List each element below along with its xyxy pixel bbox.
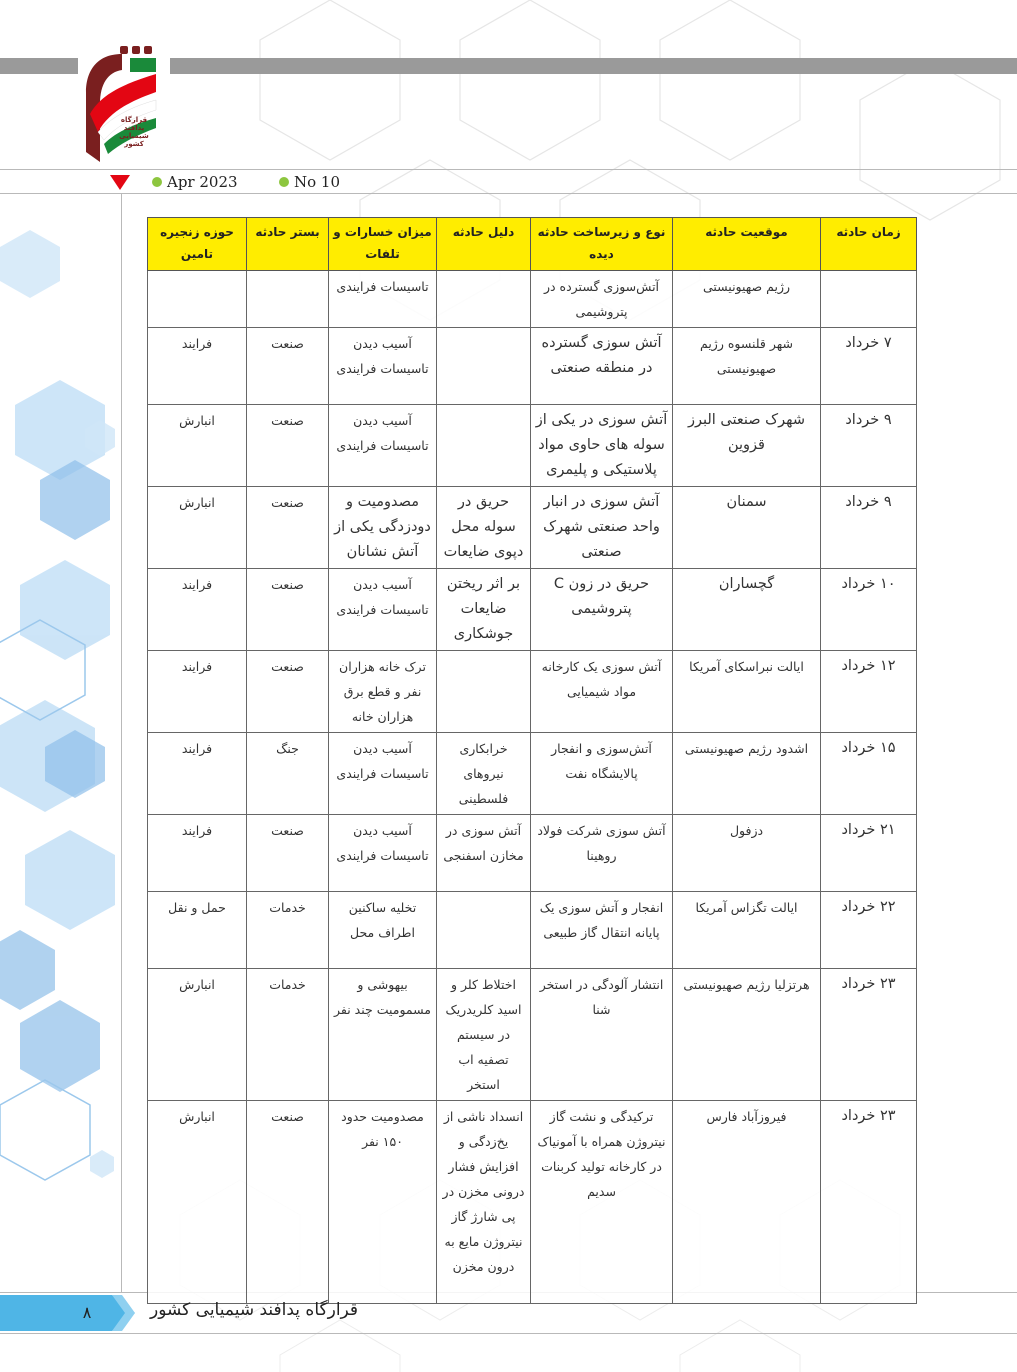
table-cell: انبارش xyxy=(148,1101,247,1304)
logo-text-line: شیمیایی xyxy=(119,132,149,140)
table-cell: شهر قلنسوه رژیم صهیونیستی xyxy=(673,328,821,405)
green-dot-icon xyxy=(152,177,162,187)
table-cell: سمنان xyxy=(673,487,821,569)
table-cell xyxy=(148,271,247,328)
table-cell: آتش سوزی یک کارخانه مواد شیمیایی xyxy=(531,651,673,733)
table-cell: حریق در زون C پتروشیمی xyxy=(531,569,673,651)
logo-emblem-icon xyxy=(82,44,164,168)
table-cell: ۹ خرداد xyxy=(821,487,917,569)
table-row xyxy=(148,892,917,969)
table-cell: ایالت نبراسکای آمریکا xyxy=(673,651,821,733)
page-number-tab-icon xyxy=(0,1295,135,1331)
table-cell: بر اثر ریختن ضایعات جوشکاری xyxy=(437,569,531,651)
table-cell: انسداد ناشی از یخ‌زدگی و افزایش فشار درونی مخزن در پی شارژ گاز نیتروژن مایع به درون مخزن xyxy=(437,1101,531,1304)
table-cell: آتش سوزی گسترده در منطقه صنعتی xyxy=(531,328,673,405)
table-cell: فرایند xyxy=(148,815,247,892)
table-cell: ۱۵ خرداد xyxy=(821,733,917,815)
table-cell: ۲۱ خرداد xyxy=(821,815,917,892)
table-cell xyxy=(437,328,531,405)
table-row xyxy=(148,487,917,569)
table-cell: صنعت xyxy=(247,405,329,487)
table-cell: ۹ خرداد xyxy=(821,405,917,487)
table-cell: ایالت تگزاس آمریکا xyxy=(673,892,821,969)
issue-label xyxy=(279,173,340,191)
table-cell: آسیب دیدن تاسیسات فرایندی xyxy=(329,733,437,815)
table-cell: جنگ xyxy=(247,733,329,815)
green-dot-icon xyxy=(279,177,289,187)
column-header: حوزه زنجیره تامین xyxy=(148,218,247,271)
table-cell: مصدومیت و دودزدگی یکی از آتش نشانان xyxy=(329,487,437,569)
page-number: ۸ xyxy=(82,1303,92,1322)
table-cell: تخلیه ساکنین اطراف محل xyxy=(329,892,437,969)
table-cell: فیروزآباد فارس xyxy=(673,1101,821,1304)
table-cell: آسیب دیدن تاسیسات فرایندی xyxy=(329,569,437,651)
logo-text-line: پدافند xyxy=(123,124,145,132)
red-triangle-icon xyxy=(110,175,130,190)
header-divider xyxy=(0,169,1017,170)
table-cell: آتش‌سوزی و انفجار پالایشگاه نفت xyxy=(531,733,673,815)
table-cell: آسیب دیدن تاسیسات فرایندی xyxy=(329,328,437,405)
footer-divider-bottom xyxy=(0,1333,1017,1334)
table-cell: حمل و نقل xyxy=(148,892,247,969)
table-cell: آسیب دیدن تاسیسات فرایندی xyxy=(329,815,437,892)
column-header: موقعیت حادثه xyxy=(673,218,821,271)
table-cell: ترک خانه هزاران نفر و قطع برق هزاران خانه xyxy=(329,651,437,733)
column-header: میزان خسارات و تلفات xyxy=(329,218,437,271)
table-cell: ۲۲ خرداد xyxy=(821,892,917,969)
logo-text xyxy=(114,116,154,148)
table-cell: انفجار و آتش سوزی یک پایانه انتقال گاز طبیعی xyxy=(531,892,673,969)
table-cell: فرایند xyxy=(148,328,247,405)
table-cell xyxy=(437,271,531,328)
table-header-row xyxy=(148,218,917,271)
logo-text-line: قرارگاه xyxy=(120,116,148,124)
table-cell: خرابکاری نیروهای فلسطینی xyxy=(437,733,531,815)
table-cell: خدمات xyxy=(247,969,329,1101)
table-cell xyxy=(821,271,917,328)
incident-table-wrapper xyxy=(147,217,916,1304)
table-cell: دزفول xyxy=(673,815,821,892)
table-cell: انتشار آلودگی در استخر شنا xyxy=(531,969,673,1101)
table-row xyxy=(148,651,917,733)
table-cell xyxy=(437,405,531,487)
header-divider-bottom xyxy=(0,193,1017,194)
table-cell: آسیب دیدن تاسیسات فرایندی xyxy=(329,405,437,487)
table-cell: ۱۰ خرداد xyxy=(821,569,917,651)
table-cell: صنعت xyxy=(247,328,329,405)
table-cell: صنعت xyxy=(247,815,329,892)
table-cell: اشدود رژیم صهیونیستی xyxy=(673,733,821,815)
table-cell: خدمات xyxy=(247,892,329,969)
table-cell: حریق در سوله محل دپوی ضایعات xyxy=(437,487,531,569)
table-cell: رژیم صهیونیستی xyxy=(673,271,821,328)
column-header: بستر حادثه xyxy=(247,218,329,271)
date-label xyxy=(152,173,238,191)
table-cell: صنعت xyxy=(247,569,329,651)
table-cell: مصدومیت حدود ۱۵۰ نفر xyxy=(329,1101,437,1304)
table-cell: فرایند xyxy=(148,569,247,651)
column-header: نوع و زیرساخت حادثه دیده xyxy=(531,218,673,271)
table-cell: فرایند xyxy=(148,651,247,733)
table-cell: اختلاط کلر و اسید کلریدریک در سیستم تصفیه اب استخر xyxy=(437,969,531,1101)
table-cell: بیهوشی و مسمومیت چند نفر xyxy=(329,969,437,1101)
column-header: زمان حادثه xyxy=(821,218,917,271)
top-bar-right xyxy=(170,58,1017,74)
footer-title: قرارگاه پدافند شیمیایی کشور xyxy=(150,1300,359,1320)
table-cell xyxy=(437,892,531,969)
table-row xyxy=(148,733,917,815)
column-header: دلیل حادثه xyxy=(437,218,531,271)
table-cell: انبارش xyxy=(148,405,247,487)
table-cell: ۷ خرداد xyxy=(821,328,917,405)
incident-table xyxy=(147,217,917,1304)
table-row xyxy=(148,969,917,1101)
table-row xyxy=(148,1101,917,1304)
margin-rule xyxy=(121,194,122,1292)
table-cell: انبارش xyxy=(148,969,247,1101)
table-cell: هرتزلیا رژیم صهیونیستی xyxy=(673,969,821,1101)
table-row xyxy=(148,328,917,405)
table-cell: آتش سوزی شرکت فولاد روهینا xyxy=(531,815,673,892)
logo-text-line: کشور xyxy=(124,140,144,148)
table-row xyxy=(148,405,917,487)
table-cell: آتش سوزی در یکی از سوله های حاوی مواد پلاستیکی و پلیمری xyxy=(531,405,673,487)
table-cell: صنعت xyxy=(247,1101,329,1304)
table-cell: فرایند xyxy=(148,733,247,815)
table-cell: ۲۳ خرداد xyxy=(821,969,917,1101)
table-cell: صنعت xyxy=(247,651,329,733)
issue-text: No 10 xyxy=(294,173,341,191)
table-cell: صنعت xyxy=(247,487,329,569)
table-cell: آتش سوزی در مخازن اسفنجی xyxy=(437,815,531,892)
table-cell xyxy=(247,271,329,328)
table-row xyxy=(148,271,917,328)
date-text: Apr 2023 xyxy=(167,173,238,191)
table-row xyxy=(148,569,917,651)
table-cell: انبارش xyxy=(148,487,247,569)
table-cell: ۲۳ خرداد xyxy=(821,1101,917,1304)
table-cell: آتش سوزی در انبار واحد صنعتی شهرک صنعتی xyxy=(531,487,673,569)
table-cell: شهرک صنعتی البرز قزوین xyxy=(673,405,821,487)
table-cell xyxy=(437,651,531,733)
table-cell: گچساران xyxy=(673,569,821,651)
top-bar-left xyxy=(0,58,78,74)
table-cell: ۱۲ خرداد xyxy=(821,651,917,733)
table-cell: ترکیدگی و نشت گاز نیتروژن همراه با آمونیاک در کارخانه تولید کربنات سدیم xyxy=(531,1101,673,1304)
table-cell: آتش‌سوزی گسترده در پتروشیمی xyxy=(531,271,673,328)
table-cell: تاسیسات فرایندی xyxy=(329,271,437,328)
table-row xyxy=(148,815,917,892)
